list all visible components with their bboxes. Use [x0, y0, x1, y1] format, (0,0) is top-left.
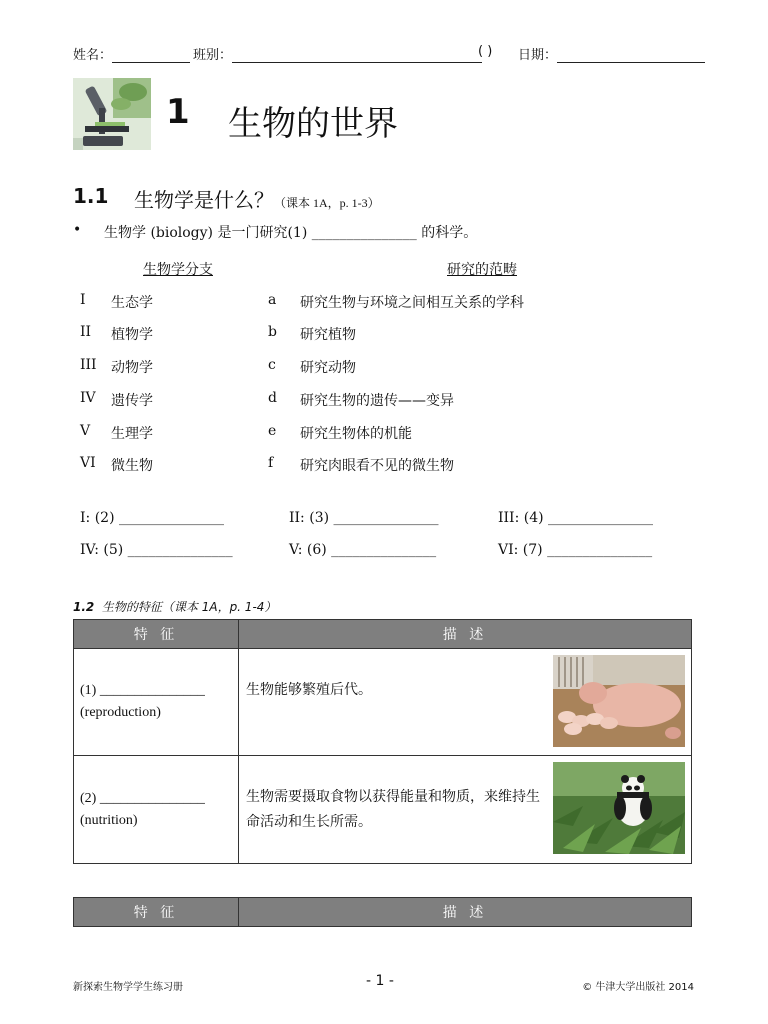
answer-blank-4[interactable]: III: (4) _______________ — [498, 510, 654, 526]
answer-blank-7[interactable]: VI: (7) _______________ — [498, 542, 653, 558]
class-number-paren: ( ) — [478, 44, 493, 59]
header-description: 描 述 — [239, 898, 692, 927]
branch-heading: 生物学分支 — [143, 262, 213, 278]
description-letter: e — [268, 423, 277, 439]
description-letter: b — [268, 324, 277, 340]
characteristics-table-continued — [73, 897, 692, 927]
feature-cell — [74, 649, 239, 756]
branch-numeral: II — [80, 324, 92, 340]
chapter-number: 1 — [166, 92, 190, 132]
description-letter: f — [268, 455, 274, 471]
description-letter: c — [268, 357, 276, 373]
branch-name: 生态学 — [111, 295, 153, 311]
feature-blank[interactable]: (1) _______________ — [80, 683, 205, 698]
table-header-row — [74, 620, 692, 649]
header-description: 描 述 — [239, 620, 692, 649]
feature-blank[interactable]: (2) _______________ — [80, 790, 205, 806]
page-number: - 1 - — [366, 973, 394, 989]
branch-numeral: IV — [80, 390, 96, 406]
feature-cell — [74, 756, 239, 864]
branch-numeral: VI — [80, 455, 96, 471]
section-title — [134, 184, 380, 213]
feature-description: 生物能够繁殖后代。 — [246, 682, 372, 698]
feature-term: (nutrition) — [80, 812, 138, 828]
section-number: 1.1 — [73, 184, 109, 208]
branch-numeral: I — [80, 292, 86, 308]
subsection-title: 生物的特征（课本 1A，p. 1-4） — [101, 600, 277, 614]
branch-name: 微生物 — [111, 458, 153, 474]
description-text: 研究植物 — [300, 327, 356, 343]
description-heading: 研究的范畴 — [447, 262, 517, 278]
characteristics-table — [73, 619, 692, 864]
description-letter: a — [268, 292, 277, 308]
microscope-image — [73, 78, 151, 150]
answer-blank-2[interactable]: I: (2) _______________ — [80, 510, 224, 526]
description-text: 研究生物与环境之间相互关系的学科 — [300, 295, 524, 311]
feature-term: (reproduction) — [80, 705, 161, 720]
date-label: 日期： — [518, 48, 558, 63]
description-text: 研究动物 — [300, 360, 356, 376]
pig-photo — [553, 655, 685, 747]
date-field — [518, 44, 705, 63]
table-header-row — [74, 898, 692, 927]
chapter-title: 生物的世界 — [228, 104, 398, 144]
answer-blank-3[interactable]: II: (3) _______________ — [289, 510, 439, 526]
description-text: 研究生物的遗传——变异 — [300, 393, 454, 409]
section-title-text: 生物学是什么？ — [134, 188, 274, 212]
branch-numeral: V — [80, 423, 91, 439]
branch-name: 遗传学 — [111, 393, 153, 409]
description-letter: d — [268, 390, 277, 406]
name-label: 姓名： — [73, 48, 113, 63]
answer-blank-6[interactable]: V: (6) _______________ — [289, 542, 437, 558]
description-cell — [239, 649, 692, 756]
footer-copyright: © 牛津大学出版社 2014 — [582, 982, 694, 993]
subsection-number: 1.2 — [73, 600, 95, 614]
header-feature: 特 征 — [74, 898, 239, 927]
table-row — [74, 756, 692, 864]
table-row — [74, 649, 692, 756]
section-reference: （课本 1A，p. 1-3） — [274, 196, 380, 210]
class-blank[interactable] — [232, 48, 482, 63]
class-label: 班别： — [193, 48, 233, 63]
description-text: 研究生物体的机能 — [300, 426, 412, 442]
class-field — [193, 44, 482, 63]
description-cell — [239, 756, 692, 864]
definition-statement: 生物学 (biology) 是一门研究(1) _______________ 的科学。 — [104, 225, 478, 241]
panda-photo — [553, 762, 685, 854]
header-feature: 特 征 — [74, 620, 239, 649]
name-blank[interactable] — [112, 48, 190, 63]
branch-name: 生理学 — [111, 426, 153, 442]
description-text: 研究肉眼看不见的微生物 — [300, 458, 454, 474]
name-field — [73, 44, 190, 63]
answer-blank-5[interactable]: IV: (5) _______________ — [80, 542, 233, 558]
branch-numeral: III — [80, 357, 97, 373]
subsection-heading — [73, 598, 276, 615]
branch-name: 植物学 — [111, 327, 153, 343]
bullet-icon: • — [73, 222, 82, 238]
date-blank[interactable] — [557, 48, 705, 63]
branch-name: 动物学 — [111, 360, 153, 376]
footer-book-title: 新探索生物学学生练习册 — [73, 982, 183, 993]
feature-description: 生物需要摄取食物以获得能量和物质，来维持生命活动和生长所需。 — [246, 789, 540, 830]
